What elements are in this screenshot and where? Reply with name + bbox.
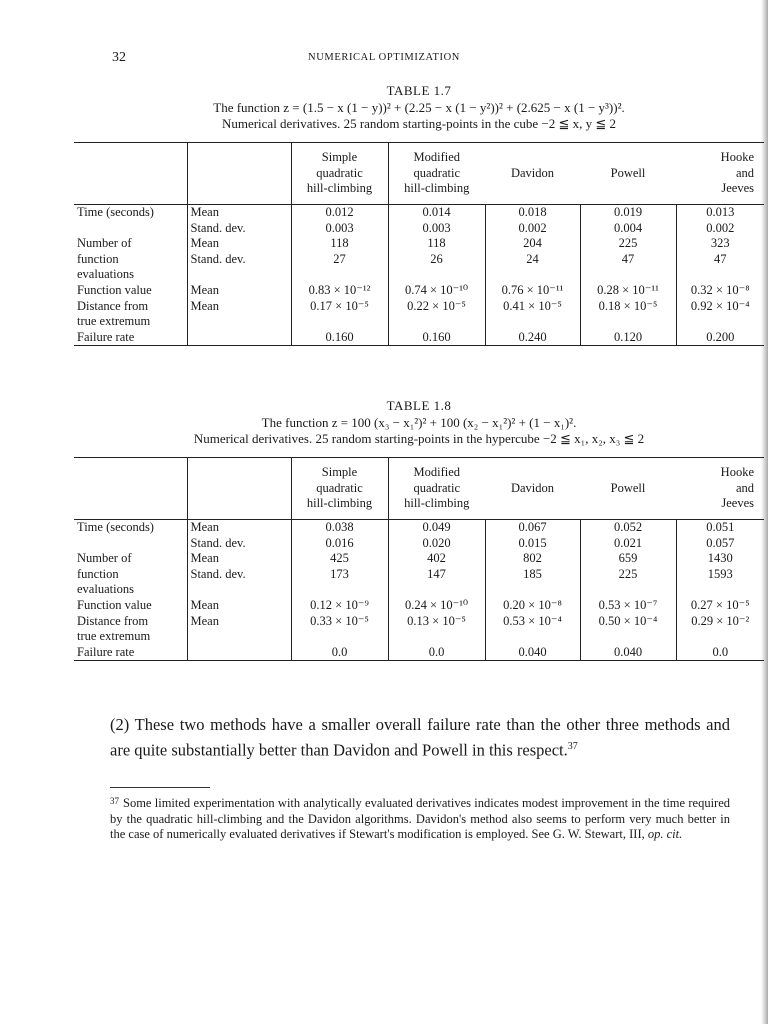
row-label: Function value (77, 282, 152, 297)
data-cell: 0.22 × 10⁻⁵ (388, 299, 485, 315)
data-cell: 0.052 (580, 520, 676, 536)
data-cell: 1430 (676, 551, 764, 567)
data-cell (676, 314, 764, 330)
data-cell: 0.014 (388, 205, 485, 221)
col-head-powell: Powell (610, 480, 646, 495)
footnote-mark: 37 (110, 796, 119, 806)
footnote-rule (110, 787, 210, 788)
data-cell: 0.29 × 10⁻² (676, 614, 764, 630)
data-cell: 0.28 × 10⁻¹¹ (580, 283, 676, 299)
row-statistic: Stand. dev. (187, 536, 291, 552)
row-statistic: Stand. dev. (187, 221, 291, 237)
table-body (74, 520, 764, 661)
data-cell: 0.012 (291, 205, 388, 221)
data-cell: 0.160 (291, 330, 388, 346)
data-cell: 24 (485, 252, 580, 268)
data-cell: 0.27 × 10⁻⁵ (676, 598, 764, 614)
data-cell: 0.32 × 10⁻⁸ (676, 283, 764, 299)
data-cell (485, 314, 580, 330)
data-cell (485, 582, 580, 598)
data-cell: 185 (485, 567, 580, 583)
row-statistic: Mean (187, 236, 291, 252)
data-cell: 0.20 × 10⁻⁸ (485, 598, 580, 614)
data-cell: 27 (291, 252, 388, 268)
table-caption-line2: Numerical derivatives. 25 random starting-points in the hypercube −2 ≦ x₁, x₂, x₃ ≦ 2 (193, 431, 645, 446)
data-cell: 47 (580, 252, 676, 268)
row-statistic: Stand. dev. (187, 252, 291, 268)
data-cell: 0.76 × 10⁻¹¹ (485, 283, 580, 299)
data-cell: 0.53 × 10⁻⁷ (580, 598, 676, 614)
data-cell: 323 (676, 236, 764, 252)
header-row (74, 143, 764, 205)
body-paragraph (110, 714, 730, 762)
results-table (74, 142, 764, 346)
data-cell (291, 267, 388, 283)
data-cell: 802 (485, 551, 580, 567)
row-statistic: Mean (187, 520, 291, 536)
data-cell (388, 629, 485, 645)
table-caption-line1: The function z = 100 (x₃ − x₁²)² + 100 (x₂ − x₁²)² + (1 − x₁)². (261, 415, 577, 430)
data-cell: 118 (388, 236, 485, 252)
header-blank (74, 143, 187, 205)
data-cell: 147 (388, 567, 485, 583)
row-label: true extremum (77, 629, 151, 644)
col-head-modified: Modified quadratic hill-climbing (388, 458, 485, 520)
row-statistic: Stand. dev. (187, 567, 291, 583)
data-cell: 0.13 × 10⁻⁵ (388, 614, 485, 630)
data-cell (291, 314, 388, 330)
data-cell (580, 267, 676, 283)
data-cell: 0.33 × 10⁻⁵ (291, 614, 388, 630)
table-row (74, 582, 764, 598)
row-label: Distance from (77, 613, 149, 628)
data-cell: 659 (580, 551, 676, 567)
data-cell: 0.24 × 10⁻¹⁰ (388, 598, 485, 614)
table-row (74, 267, 764, 283)
data-cell: 0.41 × 10⁻⁵ (485, 299, 580, 315)
col-head-davidon: Davidon (510, 165, 555, 180)
row-label: evaluations (77, 267, 134, 282)
page-header (0, 50, 768, 70)
data-cell: 118 (291, 236, 388, 252)
data-cell: 0.002 (485, 221, 580, 237)
running-head: NUMERICAL OPTIMIZATION (308, 52, 460, 63)
data-cell: 0.067 (485, 520, 580, 536)
data-cell: 204 (485, 236, 580, 252)
row-statistic: Mean (187, 205, 291, 221)
col-head-simple: Simple quadratic hill-climbing (291, 143, 388, 205)
row-label: Time (seconds) (77, 205, 154, 219)
row-label: Failure rate (77, 644, 135, 659)
data-cell: 0.74 × 10⁻¹⁰ (388, 283, 485, 299)
data-cell: 0.003 (291, 221, 388, 237)
data-cell: 0.051 (676, 520, 764, 536)
data-cell: 0.019 (580, 205, 676, 221)
data-cell: 47 (676, 252, 764, 268)
table-row (74, 536, 764, 552)
data-cell: 173 (291, 567, 388, 583)
data-cell (580, 629, 676, 645)
data-cell: 1593 (676, 567, 764, 583)
col-head-modified: Modified quadratic hill-climbing (388, 143, 485, 205)
table-row (74, 299, 764, 315)
col-head-davidon: Davidon (510, 480, 555, 495)
data-cell: 0.18 × 10⁻⁵ (580, 299, 676, 315)
col-head-hooke: Hooke and Jeeves (720, 150, 754, 196)
row-label: Function value (77, 597, 152, 612)
row-label: function (77, 566, 119, 581)
data-cell: 425 (291, 551, 388, 567)
table-row (74, 314, 764, 330)
data-cell (580, 314, 676, 330)
row-statistic (187, 629, 291, 645)
page-number: 32 (112, 50, 126, 65)
data-cell: 0.240 (485, 330, 580, 346)
data-cell: 0.013 (676, 205, 764, 221)
footnote-reference: 37 (567, 741, 578, 752)
table-caption-line2: Numerical derivatives. 25 random starting-points in the cube −2 ≦ x, y ≦ 2 (221, 116, 617, 131)
data-cell: 0.0 (388, 645, 485, 661)
row-statistic (187, 314, 291, 330)
data-cell: 0.040 (485, 645, 580, 661)
data-cell: 0.002 (676, 221, 764, 237)
data-cell: 0.018 (485, 205, 580, 221)
paragraph-text: (2) These two methods have a smaller overall failure rate than the other three methods and are quite substantially better than Davidon and Powell in this respect. (110, 715, 730, 760)
data-cell (676, 629, 764, 645)
footnote-citation: op. cit. (647, 827, 683, 841)
row-statistic: Mean (187, 598, 291, 614)
data-cell: 0.057 (676, 536, 764, 552)
row-statistic (187, 330, 291, 346)
col-head-simple: Simple quadratic hill-climbing (291, 458, 388, 520)
table-body (74, 205, 764, 346)
row-label: true extremum (77, 314, 151, 329)
data-cell: 0.92 × 10⁻⁴ (676, 299, 764, 315)
header-blank (74, 458, 187, 520)
row-statistic: Mean (187, 614, 291, 630)
table-1-8 (74, 397, 764, 661)
data-cell: 0.004 (580, 221, 676, 237)
table-row (74, 236, 764, 252)
table-label: TABLE 1.8 (386, 398, 452, 413)
data-cell: 0.12 × 10⁻⁹ (291, 598, 388, 614)
data-cell: 0.53 × 10⁻⁴ (485, 614, 580, 630)
table-row (74, 252, 764, 268)
row-statistic: Mean (187, 299, 291, 315)
data-cell (485, 629, 580, 645)
row-label: function (77, 251, 119, 266)
results-table (74, 457, 764, 661)
table-row (74, 567, 764, 583)
footnote-text: Some limited experimentation with analytically evaluated derivatives indicates modest improvement in the time required by the quadratic hill-climbing and the Davidon algorithms. Davidon's method also seems to perform very much better in the case of numerically evaluated derivatives if Stewart's modification is employed. See G. W. Stewart, III, (110, 796, 730, 841)
data-cell: 0.016 (291, 536, 388, 552)
col-head-powell: Powell (610, 165, 646, 180)
header-blank-stat (187, 458, 291, 520)
data-cell: 0.040 (580, 645, 676, 661)
data-cell (485, 267, 580, 283)
header-blank-stat (187, 143, 291, 205)
row-statistic: Mean (187, 551, 291, 567)
data-cell (291, 582, 388, 598)
data-cell: 0.003 (388, 221, 485, 237)
table-row (74, 520, 764, 536)
table-row (74, 645, 764, 661)
row-label: evaluations (77, 582, 134, 597)
data-cell (291, 629, 388, 645)
table-row (74, 221, 764, 237)
data-cell: 0.17 × 10⁻⁵ (291, 299, 388, 315)
row-label: Number of (77, 236, 132, 251)
header-row (74, 458, 764, 520)
data-cell: 0.015 (485, 536, 580, 552)
data-cell: 0.200 (676, 330, 764, 346)
data-cell: 0.0 (676, 645, 764, 661)
data-cell: 26 (388, 252, 485, 268)
row-label: Distance from (77, 298, 149, 313)
data-cell: 0.50 × 10⁻⁴ (580, 614, 676, 630)
row-statistic (187, 582, 291, 598)
table-1-7 (74, 82, 764, 346)
data-cell: 0.120 (580, 330, 676, 346)
data-cell: 0.0 (291, 645, 388, 661)
data-cell: 225 (580, 236, 676, 252)
data-cell (676, 582, 764, 598)
table-row (74, 330, 764, 346)
data-cell: 0.021 (580, 536, 676, 552)
data-cell: 0.049 (388, 520, 485, 536)
data-cell: 0.038 (291, 520, 388, 536)
data-cell: 225 (580, 567, 676, 583)
row-statistic (187, 267, 291, 283)
table-row (74, 283, 764, 299)
row-statistic: Mean (187, 283, 291, 299)
data-cell: 402 (388, 551, 485, 567)
col-head-hooke: Hooke and Jeeves (720, 465, 754, 511)
row-statistic (187, 645, 291, 661)
data-cell (388, 267, 485, 283)
data-cell (388, 314, 485, 330)
data-cell (676, 267, 764, 283)
table-label: TABLE 1.7 (386, 83, 452, 98)
table-caption-line1: The function z = (1.5 − x (1 − y))² + (2.25 − x (1 − y²))² + (2.625 − x (1 − y³))². (213, 100, 625, 115)
row-label (74, 536, 187, 552)
table-row (74, 551, 764, 567)
data-cell (388, 582, 485, 598)
row-label (74, 221, 187, 237)
table-row (74, 629, 764, 645)
row-label: Failure rate (77, 329, 135, 344)
table-row (74, 598, 764, 614)
data-cell: 0.160 (388, 330, 485, 346)
data-cell: 0.83 × 10⁻¹² (291, 283, 388, 299)
row-label: Time (seconds) (77, 520, 154, 534)
data-cell: 0.020 (388, 536, 485, 552)
footnote (110, 794, 730, 843)
table-row (74, 205, 764, 221)
data-cell (580, 582, 676, 598)
table-row (74, 614, 764, 630)
row-label: Number of (77, 551, 132, 566)
